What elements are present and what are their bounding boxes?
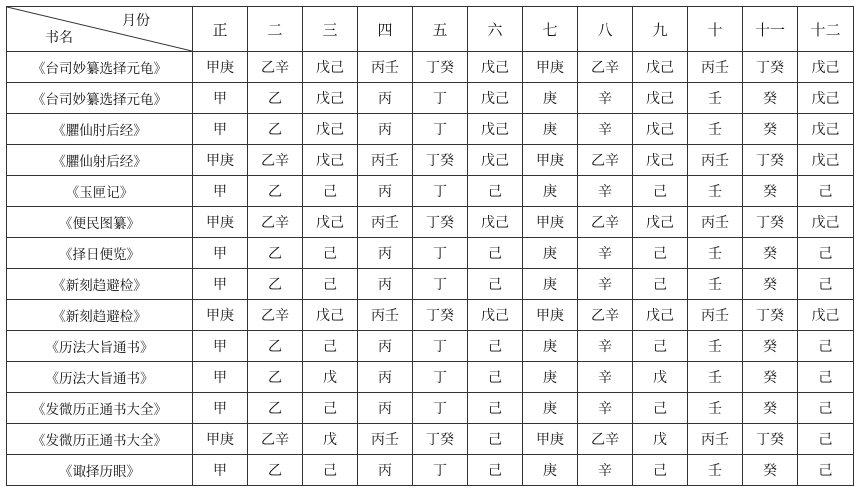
stem-cell: 癸 (743, 238, 798, 269)
header-row (7, 7, 854, 52)
stem-cell: 己 (633, 331, 688, 362)
stem-cell: 丁癸 (413, 424, 468, 455)
stem-cell: 戊己 (798, 207, 854, 238)
month-header-cell: 十一 (743, 7, 798, 52)
stem-cell: 乙辛 (248, 424, 303, 455)
stem-cell: 辛 (578, 176, 633, 207)
stem-cell: 乙辛 (578, 424, 633, 455)
stem-cell: 丙壬 (358, 52, 413, 83)
stem-cell: 乙 (248, 176, 303, 207)
stem-cell: 戊己 (798, 300, 854, 331)
month-header-cell: 七 (523, 7, 578, 52)
stem-cell: 丙壬 (688, 424, 743, 455)
stem-cell: 甲庚 (523, 300, 578, 331)
table-row (7, 331, 854, 362)
stem-cell: 丙 (358, 114, 413, 145)
stem-cell: 戊 (633, 424, 688, 455)
stem-cell: 壬 (688, 455, 743, 486)
book-title-cell: 《新刻趋避检》 (7, 269, 193, 300)
stem-cell: 乙辛 (248, 52, 303, 83)
stem-cell: 丙壬 (358, 424, 413, 455)
stem-cell: 戊己 (633, 207, 688, 238)
stem-cell: 己 (798, 393, 854, 424)
stem-cell: 戊己 (468, 114, 523, 145)
stem-cell: 己 (468, 424, 523, 455)
stem-cell: 辛 (578, 393, 633, 424)
stem-cell: 丙 (358, 83, 413, 114)
corner-header-cell (7, 7, 193, 52)
stem-cell: 壬 (688, 393, 743, 424)
stem-cell: 丙壬 (688, 145, 743, 176)
stem-cell: 己 (468, 238, 523, 269)
stem-cell: 壬 (688, 83, 743, 114)
stem-cell: 己 (633, 269, 688, 300)
stem-cell: 丁癸 (413, 300, 468, 331)
month-header-cell: 正 (193, 7, 248, 52)
stem-cell: 壬 (688, 331, 743, 362)
stem-cell: 壬 (688, 176, 743, 207)
stem-cell: 癸 (743, 176, 798, 207)
stem-cell: 丁癸 (743, 424, 798, 455)
book-title-cell: 《台司妙纂选择元龟》 (7, 83, 193, 114)
stem-cell: 戊己 (633, 114, 688, 145)
stem-cell: 甲庚 (193, 145, 248, 176)
stem-cell: 甲 (193, 238, 248, 269)
stem-cell: 戊己 (798, 114, 854, 145)
stem-cell: 己 (798, 269, 854, 300)
stem-cell: 甲 (193, 114, 248, 145)
stem-cell: 癸 (743, 393, 798, 424)
table-row (7, 83, 854, 114)
stem-cell: 乙辛 (248, 145, 303, 176)
book-title-cell: 《臞仙肘后经》 (7, 114, 193, 145)
stem-cell: 丁癸 (413, 145, 468, 176)
stem-cell: 己 (798, 424, 854, 455)
stem-cell: 庚 (523, 238, 578, 269)
stem-cell: 戊己 (633, 52, 688, 83)
stem-cell: 己 (303, 393, 358, 424)
stem-cell: 己 (798, 455, 854, 486)
table-row (7, 455, 854, 486)
stem-cell: 己 (468, 331, 523, 362)
stem-cell: 丙 (358, 362, 413, 393)
stem-cell: 戊 (633, 362, 688, 393)
stem-cell: 癸 (743, 83, 798, 114)
stem-cell: 己 (468, 362, 523, 393)
stem-cell: 戊己 (798, 83, 854, 114)
stem-cell: 己 (303, 269, 358, 300)
table-row (7, 269, 854, 300)
stem-cell: 戊己 (303, 114, 358, 145)
stem-cell: 丁 (413, 455, 468, 486)
stem-cell: 乙 (248, 269, 303, 300)
stem-cell: 庚 (523, 393, 578, 424)
stem-cell: 戊己 (468, 52, 523, 83)
stem-cell: 甲庚 (523, 145, 578, 176)
stem-cell: 丙壬 (358, 145, 413, 176)
stem-cell: 甲庚 (523, 52, 578, 83)
stem-cell: 戊己 (468, 207, 523, 238)
stem-cell: 丁 (413, 176, 468, 207)
stem-cell: 癸 (743, 331, 798, 362)
table-row (7, 362, 854, 393)
stem-cell: 癸 (743, 269, 798, 300)
stem-cell: 己 (633, 238, 688, 269)
stem-cell: 甲 (193, 83, 248, 114)
stem-cell: 戊己 (798, 52, 854, 83)
stem-cell: 乙辛 (578, 300, 633, 331)
stem-cell: 己 (468, 176, 523, 207)
stem-cell: 丙 (358, 238, 413, 269)
table-row (7, 176, 854, 207)
stem-cell: 戊己 (633, 300, 688, 331)
book-title-cell: 《臞仙射后经》 (7, 145, 193, 176)
stem-cell: 戊己 (468, 300, 523, 331)
stem-cell: 丁癸 (743, 300, 798, 331)
stem-cell: 癸 (743, 114, 798, 145)
table-row (7, 207, 854, 238)
stem-cell: 己 (468, 269, 523, 300)
stem-cell: 乙辛 (248, 300, 303, 331)
stem-cell: 戊己 (633, 83, 688, 114)
table-row (7, 300, 854, 331)
stem-cell: 壬 (688, 362, 743, 393)
stem-cell: 丙壬 (688, 300, 743, 331)
stem-cell: 己 (468, 393, 523, 424)
stem-cell: 丁 (413, 331, 468, 362)
book-title-cell: 《历法大旨通书》 (7, 331, 193, 362)
table-body (7, 52, 854, 486)
stem-cell: 辛 (578, 114, 633, 145)
table-row (7, 114, 854, 145)
stem-cell: 乙 (248, 83, 303, 114)
stem-cell: 癸 (743, 362, 798, 393)
book-title-cell: 《发微历正通书大全》 (7, 424, 193, 455)
almanac-month-table (6, 6, 854, 486)
stem-cell: 乙 (248, 393, 303, 424)
stem-cell: 壬 (688, 269, 743, 300)
stem-cell: 辛 (578, 455, 633, 486)
stem-cell: 丁 (413, 362, 468, 393)
stem-cell: 戊己 (633, 145, 688, 176)
stem-cell: 乙 (248, 455, 303, 486)
month-header-cell: 六 (468, 7, 523, 52)
stem-cell: 甲 (193, 362, 248, 393)
stem-cell: 戊己 (303, 300, 358, 331)
stem-cell: 己 (798, 331, 854, 362)
stem-cell: 乙 (248, 362, 303, 393)
book-title-cell: 《择日便览》 (7, 238, 193, 269)
stem-cell: 乙辛 (248, 207, 303, 238)
stem-cell: 丙 (358, 176, 413, 207)
stem-cell: 壬 (688, 114, 743, 145)
book-title-cell: 《台司妙纂选择元龟》 (7, 52, 193, 83)
book-title-cell: 《发微历正通书大全》 (7, 393, 193, 424)
stem-cell: 甲 (193, 393, 248, 424)
stem-cell: 甲 (193, 331, 248, 362)
stem-cell: 癸 (743, 455, 798, 486)
stem-cell: 辛 (578, 362, 633, 393)
month-header-cell: 四 (358, 7, 413, 52)
stem-cell: 甲庚 (193, 207, 248, 238)
month-header-cell: 十二 (798, 7, 854, 52)
stem-cell: 庚 (523, 114, 578, 145)
stem-cell: 己 (633, 393, 688, 424)
corner-book-label: 书名 (45, 30, 73, 46)
table-row (7, 424, 854, 455)
stem-cell: 丁癸 (413, 52, 468, 83)
month-header-cell: 五 (413, 7, 468, 52)
stem-cell: 戊己 (303, 83, 358, 114)
stem-cell: 辛 (578, 238, 633, 269)
stem-cell: 戊己 (468, 145, 523, 176)
month-header-cell: 三 (303, 7, 358, 52)
stem-cell: 庚 (523, 455, 578, 486)
month-header-cell: 九 (633, 7, 688, 52)
stem-cell: 丁 (413, 83, 468, 114)
stem-cell: 甲庚 (523, 424, 578, 455)
stem-cell: 庚 (523, 176, 578, 207)
stem-cell: 丁癸 (413, 207, 468, 238)
diagonal-divider (7, 7, 192, 51)
stem-cell: 甲庚 (523, 207, 578, 238)
stem-cell: 辛 (578, 269, 633, 300)
stem-cell: 丙壬 (688, 207, 743, 238)
stem-cell: 丁 (413, 393, 468, 424)
stem-cell: 己 (303, 455, 358, 486)
stem-cell: 丙 (358, 269, 413, 300)
book-title-cell: 《玉匣记》 (7, 176, 193, 207)
stem-cell: 戊己 (303, 145, 358, 176)
stem-cell: 丙壬 (688, 52, 743, 83)
stem-cell: 庚 (523, 83, 578, 114)
stem-cell: 戊己 (468, 83, 523, 114)
table-row (7, 145, 854, 176)
stem-cell: 丁 (413, 269, 468, 300)
stem-cell: 庚 (523, 331, 578, 362)
month-header-cell: 八 (578, 7, 633, 52)
stem-cell: 丙 (358, 455, 413, 486)
stem-cell: 丙壬 (358, 300, 413, 331)
corner-month-label: 月份 (122, 13, 150, 29)
stem-cell: 甲庚 (193, 300, 248, 331)
book-title-cell: 《历法大旨通书》 (7, 362, 193, 393)
stem-cell: 己 (798, 362, 854, 393)
stem-cell: 己 (798, 238, 854, 269)
stem-cell: 乙 (248, 331, 303, 362)
stem-cell: 甲 (193, 269, 248, 300)
stem-cell: 丁癸 (743, 145, 798, 176)
stem-cell: 乙辛 (578, 207, 633, 238)
stem-cell: 辛 (578, 83, 633, 114)
stem-cell: 己 (468, 455, 523, 486)
stem-cell: 丙 (358, 331, 413, 362)
stem-cell: 丁癸 (743, 52, 798, 83)
stem-cell: 戊己 (303, 52, 358, 83)
table-row (7, 393, 854, 424)
book-title-cell: 《新刻趋避检》 (7, 300, 193, 331)
book-title-cell: 《诹择历眼》 (7, 455, 193, 486)
stem-cell: 丁 (413, 114, 468, 145)
stem-cell: 己 (633, 455, 688, 486)
stem-cell: 己 (798, 176, 854, 207)
table-row (7, 52, 854, 83)
book-title-cell: 《便民图纂》 (7, 207, 193, 238)
stem-cell: 己 (303, 331, 358, 362)
document-table-wrapper (6, 6, 854, 486)
table-row (7, 238, 854, 269)
stem-cell: 戊 (303, 424, 358, 455)
stem-cell: 乙 (248, 114, 303, 145)
stem-cell: 乙辛 (578, 145, 633, 176)
stem-cell: 甲庚 (193, 424, 248, 455)
stem-cell: 甲庚 (193, 52, 248, 83)
stem-cell: 丁癸 (743, 207, 798, 238)
stem-cell: 己 (633, 176, 688, 207)
stem-cell: 甲 (193, 455, 248, 486)
month-header-cell: 十 (688, 7, 743, 52)
stem-cell: 庚 (523, 269, 578, 300)
stem-cell: 乙辛 (578, 52, 633, 83)
stem-cell: 丙 (358, 393, 413, 424)
stem-cell: 乙 (248, 238, 303, 269)
stem-cell: 壬 (688, 238, 743, 269)
stem-cell: 己 (303, 176, 358, 207)
stem-cell: 庚 (523, 362, 578, 393)
stem-cell: 甲 (193, 176, 248, 207)
stem-cell: 丁 (413, 238, 468, 269)
stem-cell: 戊己 (303, 207, 358, 238)
stem-cell: 戊 (303, 362, 358, 393)
stem-cell: 己 (303, 238, 358, 269)
stem-cell: 戊己 (798, 145, 854, 176)
stem-cell: 丙壬 (358, 207, 413, 238)
stem-cell: 辛 (578, 331, 633, 362)
month-header-cell: 二 (248, 7, 303, 52)
